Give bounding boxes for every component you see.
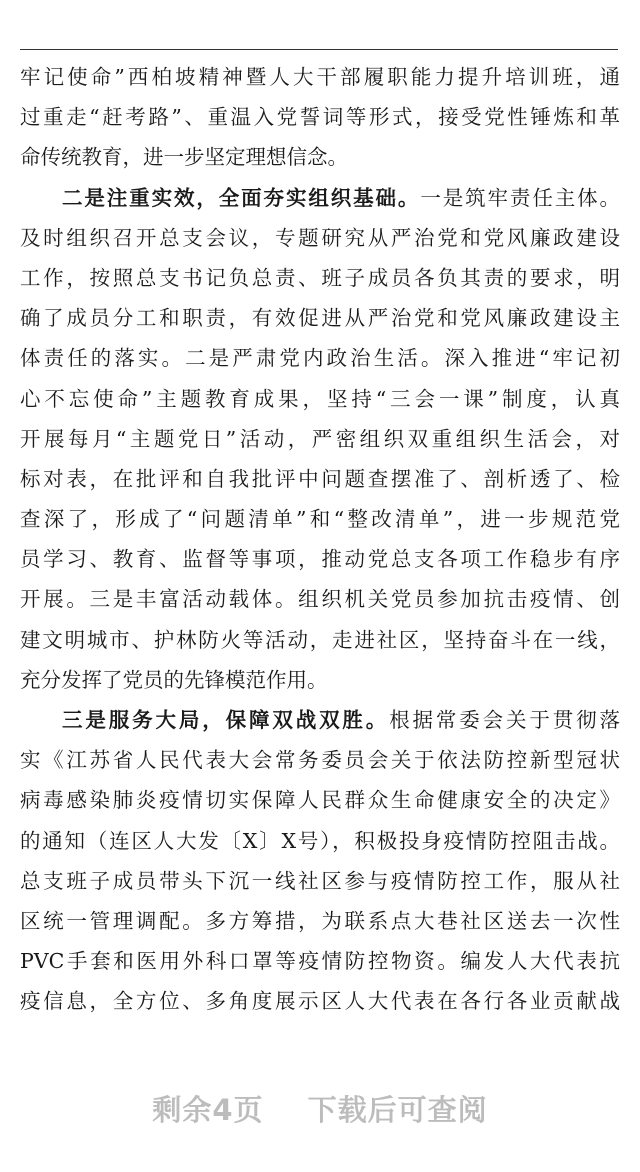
remaining-pages-label: 剩余4页 xyxy=(152,1093,264,1127)
text-segment: 充分发挥了党员的先锋模范作用。 xyxy=(20,667,328,692)
text-line-p3-l1 xyxy=(20,700,620,740)
text-line-p2-l3 xyxy=(20,258,620,298)
bold-lead-phrase: 二是注重实效，全面夯实组织基础。 xyxy=(62,185,421,210)
text-segment: 的通知（连区人大发〔X〕X号），积极投身疫情防控阻击战。 xyxy=(20,828,620,853)
bold-lead-phrase: 三是服务大局，保障双战双胜。 xyxy=(62,708,390,732)
text-line-p3-l6 xyxy=(20,901,620,941)
text-segment: 确了成员分工和职责，有效促进从严治党和党风廉政建设主 xyxy=(20,306,620,331)
text-segment: 开展。三是丰富活动载体。组织机关党员参加抗击疫情、创 xyxy=(20,587,620,612)
text-segment: 疫信息，全方位、多角度展示区人大代表在各行各业贡献战 xyxy=(20,989,620,1014)
text-segment: 心不忘使命”主题教育成果，坚持“三会一课”制度，认真 xyxy=(20,386,620,411)
text-segment: 一是筑牢责任主体。 xyxy=(420,185,620,210)
text-line-p2-l12 xyxy=(20,620,620,660)
text-segment: 及时组织召开总支会议，专题研究从严治党和党风廉政建设 xyxy=(20,225,620,250)
text-line-p2-l5 xyxy=(20,338,620,378)
preview-limit-banner[interactable] xyxy=(0,1088,640,1129)
text-segment: 标对表，在批评和自我批评中问题查摆准了、剖析透了、检 xyxy=(20,466,620,491)
text-segment: 员学习、教育、监督等事项，推动党总支各项工作稳步有序 xyxy=(20,547,620,572)
text-line-p2-l6 xyxy=(20,379,620,419)
text-segment: 体责任的落实。二是严肃党内政治生活。深入推进“牢记初 xyxy=(20,346,620,371)
text-line-p2-l7 xyxy=(20,419,620,459)
text-line-p2-l2 xyxy=(20,218,620,258)
text-segment: 查深了，形成了“问题清单”和“整改清单”，进一步规范党 xyxy=(20,507,620,532)
text-line-p3-l3 xyxy=(20,780,620,820)
text-line-p2-l10 xyxy=(20,539,620,579)
text-line-p2-l4 xyxy=(20,298,620,338)
text-segment: 命传统教育，进一步坚定理想信念。 xyxy=(20,145,348,170)
text-line-p2-l8 xyxy=(20,459,620,499)
document-body xyxy=(20,57,620,1022)
text-line-p1-l3 xyxy=(20,137,620,177)
text-line-p3-l2 xyxy=(20,740,620,780)
text-segment: 总支班子成员带头下沉一线社区参与疫情防控工作，服从社 xyxy=(20,868,620,893)
text-segment: 病毒感染肺炎疫情切实保障人民群众生命健康安全的决定》 xyxy=(20,788,620,813)
text-line-p3-l5 xyxy=(20,861,620,901)
text-line-p3-l7 xyxy=(20,941,620,981)
text-segment: PVC手套和医用外科口罩等疫情防控物资。编发人大代表抗 xyxy=(20,949,620,974)
text-segment: 工作，按照总支书记负总责、班子成员各负其责的要求，明 xyxy=(20,265,620,290)
text-line-p1-l2 xyxy=(20,97,620,137)
text-segment: 牢记使命”西柏坡精神暨人大干部履职能力提升培训班，通 xyxy=(20,65,620,89)
text-segment: 过重走“赶考路”、重温入党誓词等形式，接受党性锤炼和革 xyxy=(20,105,620,130)
text-segment: 建文明城市、护林防火等活动，走进社区，坚持奋斗在一线， xyxy=(20,627,620,652)
text-line-p2-l1 xyxy=(20,178,620,218)
text-segment: 根据常委会关于贯彻落 xyxy=(389,708,620,732)
download-prompt-label: 下载后可查阅 xyxy=(307,1093,488,1127)
text-segment: 开展每月“主题党日”活动，严密组织双重组织生活会，对 xyxy=(20,426,620,451)
text-line-p2-l9 xyxy=(20,499,620,539)
text-line-p2-l11 xyxy=(20,579,620,619)
page-header-rule xyxy=(20,49,618,50)
text-segment: 实《江苏省人民代表大会常务委员会关于依法防控新型冠状 xyxy=(20,748,620,773)
text-segment: 区统一管理调配。多方筹措，为联系点大巷社区送去一次性 xyxy=(20,908,620,933)
text-line-p1-l1 xyxy=(20,57,620,97)
text-line-p2-l13 xyxy=(20,660,620,700)
previous-page-fragment xyxy=(0,0,640,10)
text-line-p3-l8 xyxy=(20,981,620,1021)
text-line-p3-l4 xyxy=(20,821,620,861)
